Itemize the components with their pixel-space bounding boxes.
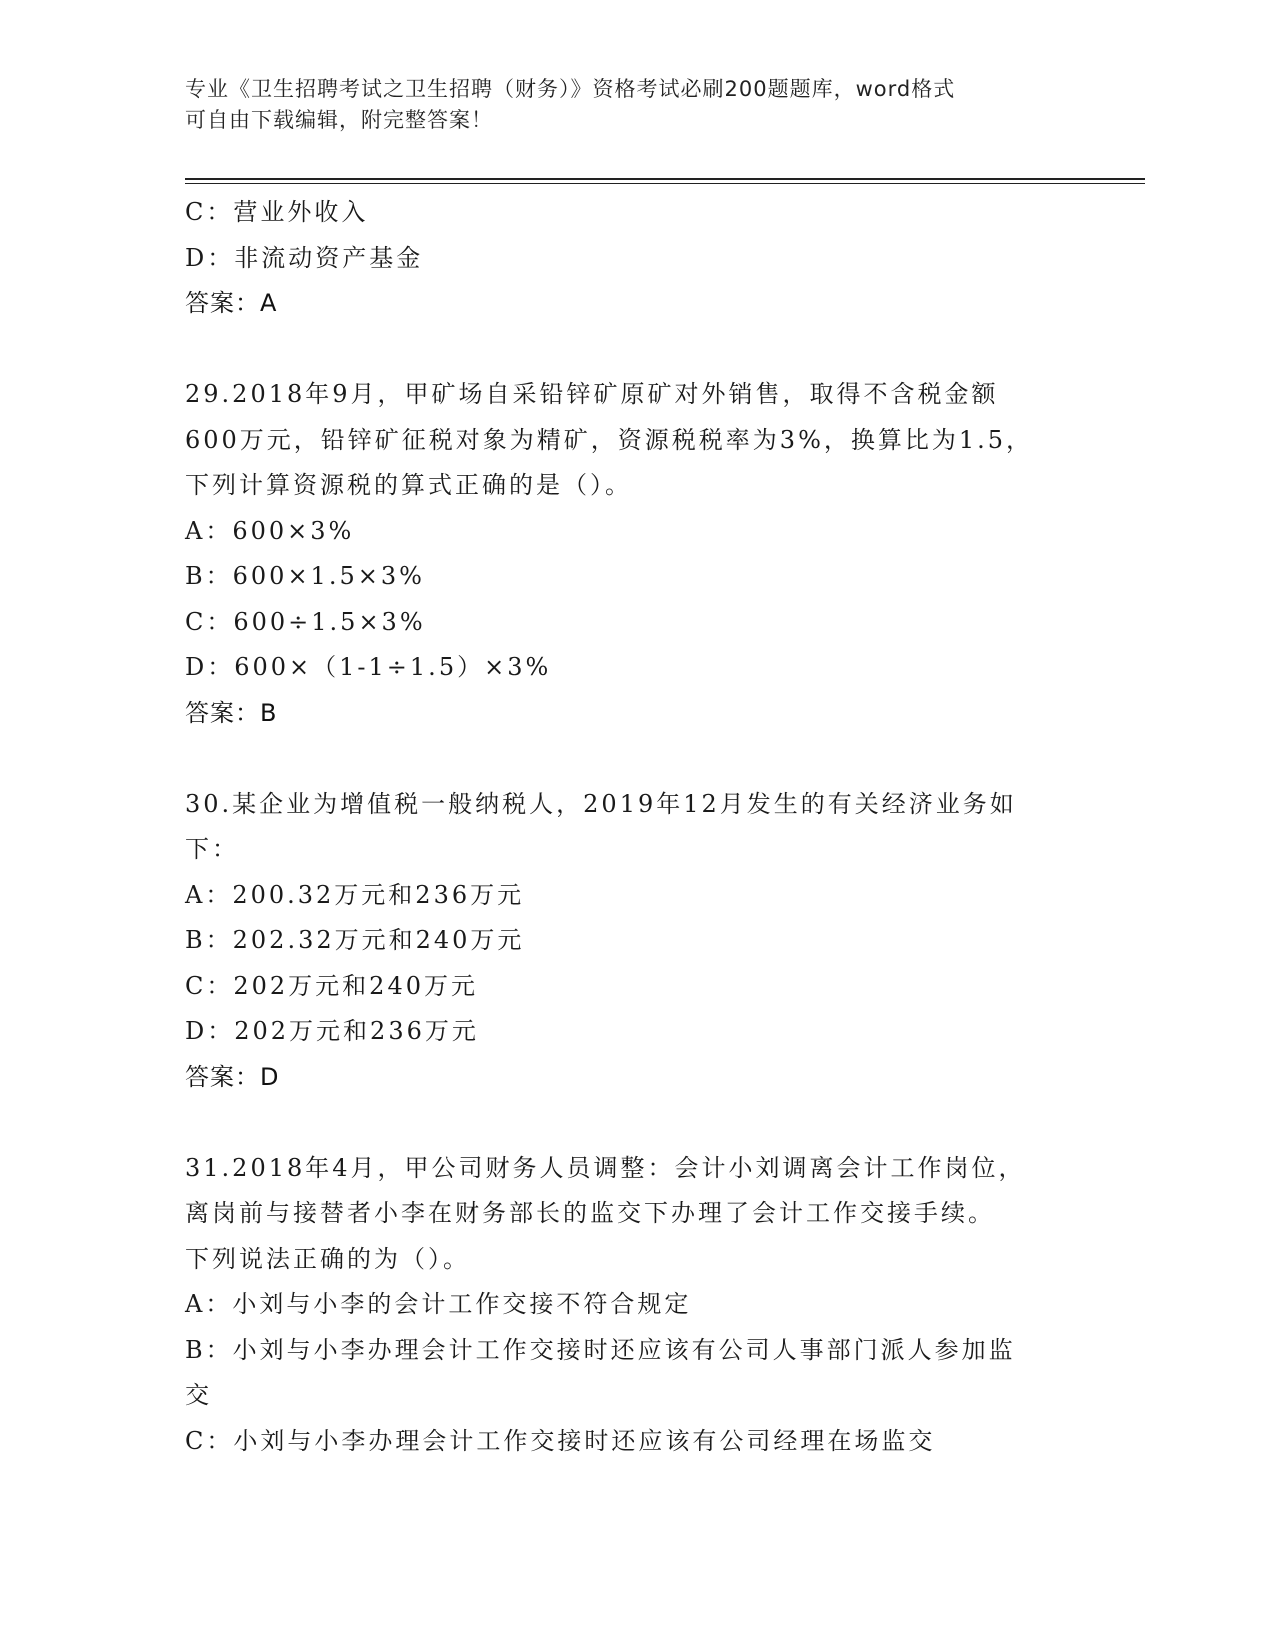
question-stem: 600万元，铅锌矿征税对象为精矿，资源税税率为3%，换算比为1.5，	[185, 425, 1034, 454]
question-stem: 下：	[185, 835, 239, 863]
question-31	[185, 1146, 1085, 1465]
question-stem: 离岗前与接替者小李在财务部长的监交下办理了会计工作交接手续。	[185, 1199, 995, 1227]
option-d: D：202万元和236万元	[185, 1017, 479, 1045]
option-a: A：200.32万元和236万元	[185, 880, 525, 909]
spacer	[185, 1100, 1085, 1146]
option-a: A：小刘与小李的会计工作交接不符合规定	[185, 1290, 692, 1318]
option-b: B：小刘与小李办理会计工作交接时还应该有公司人事部门派人参加监	[185, 1335, 1016, 1364]
question-stem: 31.2018年4月，甲公司财务人员调整：会计小刘调离会计工作岗位，	[185, 1153, 1026, 1182]
header-rule-thin	[185, 183, 1145, 184]
option-b-continued: 交	[185, 1381, 212, 1409]
answer: 答案：A	[185, 289, 278, 317]
question-stem: 29.2018年9月，甲矿场自采铅锌矿原矿对外销售，取得不含税金额	[185, 380, 999, 408]
question-30	[185, 782, 1085, 1101]
option-c: C：600÷1.5×3%	[185, 607, 426, 636]
option-d: D：非流动资产基金	[185, 243, 424, 272]
spacer	[185, 327, 1085, 373]
option-d: D：600×（1-1÷1.5）×3%	[185, 653, 552, 681]
spacer	[185, 736, 1085, 782]
question-29	[185, 372, 1085, 736]
option-a: A：600×3%	[185, 516, 355, 545]
option-c: C：小刘与小李办理会计工作交接时还应该有公司经理在场监交	[185, 1426, 936, 1455]
header-line-2: 可自由下载编辑，附完整答案！	[185, 108, 493, 132]
previous-question	[185, 190, 1085, 327]
option-b: B：202.32万元和240万元	[185, 926, 525, 954]
answer: 答案：D	[185, 1062, 280, 1091]
question-stem: 下列计算资源税的算式正确的是（）。	[185, 471, 632, 499]
option-c: C：营业外收入	[185, 198, 369, 226]
document-body	[185, 190, 1085, 1464]
header-line-1: 专业《卫生招聘考试之卫生招聘（财务）》资格考试必刷200题题库，word格式	[185, 77, 956, 101]
document-header	[185, 74, 1065, 136]
question-stem: 下列说法正确的为（）。	[185, 1244, 470, 1273]
option-b: B：600×1.5×3%	[185, 562, 425, 590]
header-rule-thick	[185, 178, 1145, 180]
question-stem: 30.某企业为增值税一般纳税人，2019年12月发生的有关经济业务如	[185, 789, 1017, 818]
answer: 答案：B	[185, 698, 278, 727]
option-c: C：202万元和240万元	[185, 971, 478, 1000]
